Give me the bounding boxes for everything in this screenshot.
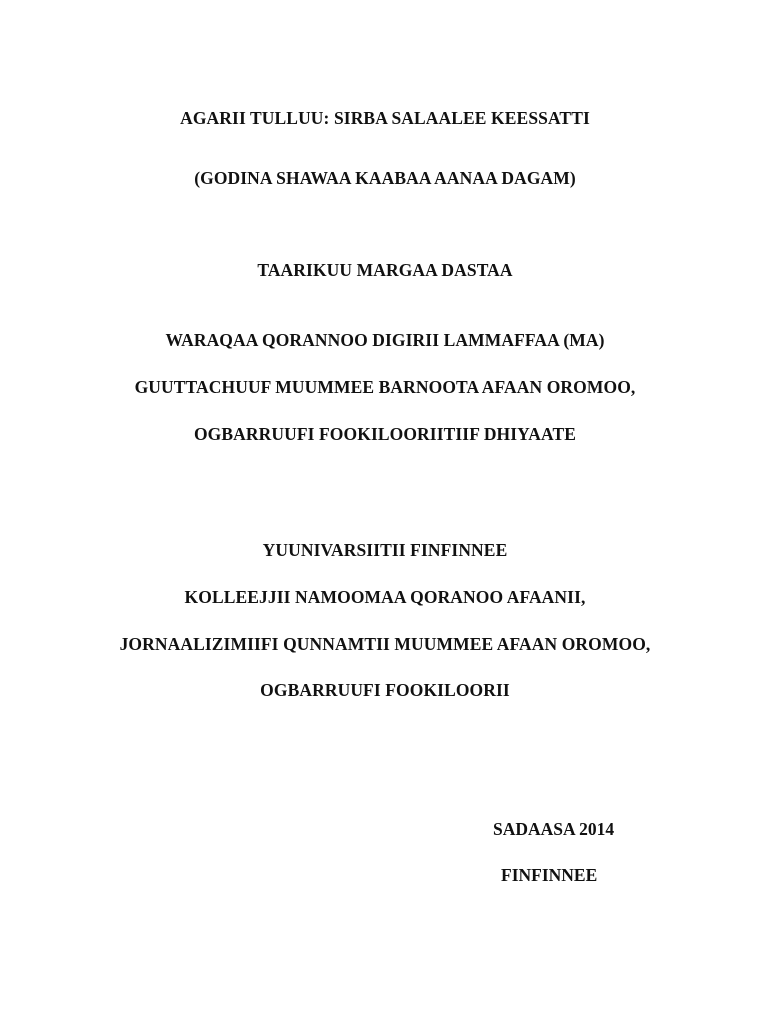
submission-statement-line-1: WARAQAA QORANNOO DIGIRII LAMMAFFAA (MA) (165, 330, 605, 350)
submission-statement-line-3: OGBARRUUFI FOOKILOORIITIIF DHIYAATE (193, 424, 577, 444)
college-name: KOLLEEJJII NAMOOMAA QORANOO AFAANII, (184, 587, 586, 607)
submission-statement-line-2: GUUTTACHUUF MUUMMEE BARNOOTA AFAAN OROMOO, (134, 377, 636, 397)
thesis-title: AGARII TULLUU: SIRBA SALAALEE KEESSATTI (180, 108, 590, 128)
author-name: TAARIKUU MARGAA DASTAA (257, 260, 513, 280)
submission-place: FINFINNEE (501, 865, 598, 885)
department-name-line-2: OGBARRUUFI FOOKILOORII (260, 680, 510, 700)
university-name: YUUNIVARSIITII FINFINNEE (262, 540, 508, 560)
department-name-line-1: JORNAALIZIMIIFI QUNNAMTII MUUMMEE AFAAN OROMOO, (119, 634, 651, 654)
thesis-subtitle: (GODINA SHAWAA KAABAA AANAA DAGAM) (194, 168, 576, 188)
submission-date: SADAASA 2014 (493, 819, 615, 839)
